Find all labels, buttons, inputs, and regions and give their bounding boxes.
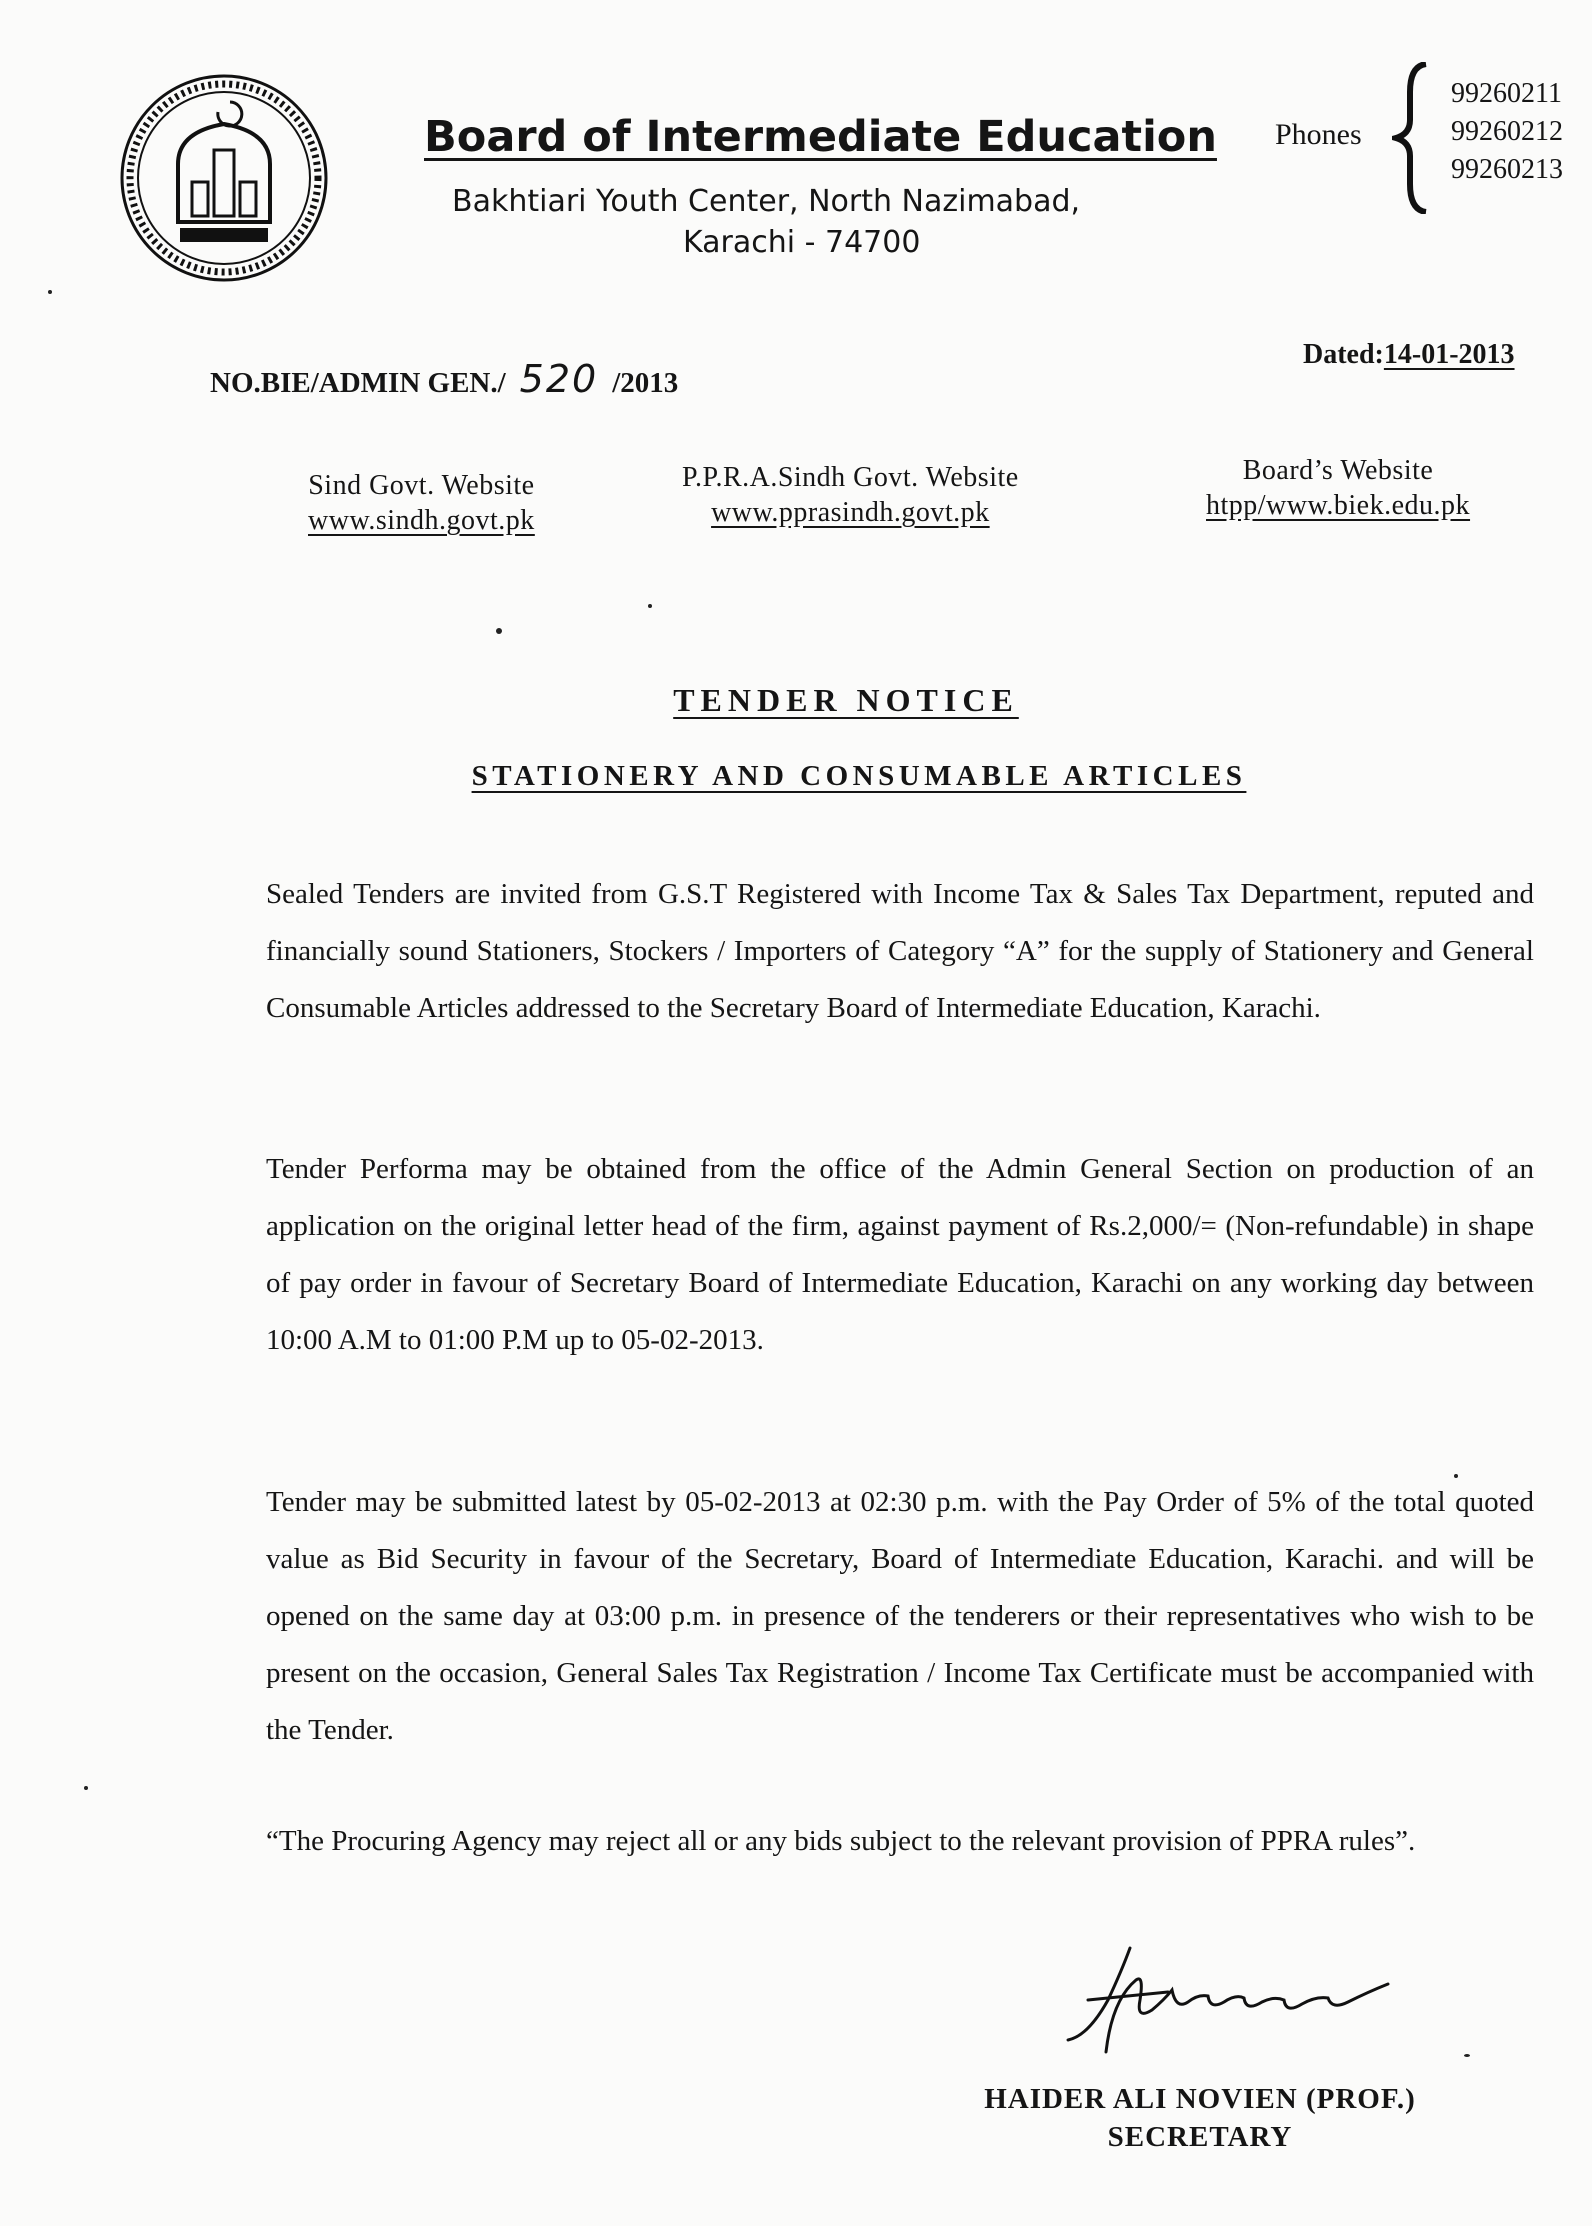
signature-icon <box>1048 1940 1408 2060</box>
phones-label: Phones <box>1275 118 1362 151</box>
phone-number-3: 99260213 <box>1451 154 1563 185</box>
scan-speck <box>496 628 502 634</box>
website-label: Board’s Website <box>1242 455 1434 486</box>
website-link[interactable]: www.pprasindh.govt.pk <box>711 497 990 528</box>
paragraph-procuring-agency: “The Procuring Agency may reject all or any bids subject to the relevant provision of PPRA rules”. <box>266 1825 1416 1857</box>
board-seal-icon <box>118 72 330 284</box>
dated-label: Dated: <box>1303 339 1384 370</box>
website-label: P.P.R.A.Sindh Govt. Website <box>682 462 1019 493</box>
phone-number-2: 99260212 <box>1451 116 1563 147</box>
scan-speck <box>648 604 652 608</box>
phone-number-1: 99260211 <box>1451 78 1562 109</box>
dated <box>1303 339 1515 371</box>
signatory-designation: SECRETARY <box>1107 2121 1293 2153</box>
scan-speck <box>84 1786 88 1790</box>
reference-number <box>210 357 678 401</box>
board-title: Board of Intermediate Education <box>424 112 1217 162</box>
reference-prefix: NO.BIE/ADMIN GEN./ <box>210 367 506 399</box>
website-ppra <box>682 462 1019 529</box>
website-link[interactable]: htpp/www.biek.edu.pk <box>1206 490 1471 521</box>
signatory <box>940 2080 1460 2156</box>
scan-speck <box>48 290 52 294</box>
website-board <box>1206 455 1470 522</box>
notice-subtitle: STATIONERY AND CONSUMABLE ARTICLES <box>471 760 1247 792</box>
website-link[interactable]: www.sindh.govt.pk <box>308 505 535 536</box>
scan-speck <box>1464 2054 1470 2057</box>
reference-suffix: /2013 <box>612 367 679 399</box>
dated-value: 14-01-2013 <box>1383 339 1515 370</box>
address-line-2: Karachi - 74700 <box>683 225 921 260</box>
scan-speck <box>1454 1474 1458 1478</box>
signatory-name: HAIDER ALI NOVIEN (PROF.) <box>984 2083 1416 2115</box>
paragraph-submission: Tender may be submitted latest by 05-02-2013 at 02:30 p.m. with the Pay Order of 5% of the total quoted value as Bid Security in favour of the Secretary, Board of Intermediate Education, Karachi. and will be opened on the same day at 03:00 p.m. in presence of the tenderers or their representatives who wish to be present on the occasion, General Sales Tax Registration / Income Tax Certificate must be accompanied with the Tender. <box>266 1486 1534 1746</box>
paragraph-performa: Tender Performa may be obtained from the office of the Admin General Section on production of an application on the original letter head of the firm, against payment of Rs.2,000/= (Non-refundable) in shape of pay order in favour of Secretary Board of Intermediate Education, Karachi on any working day between 10:00 A.M to 01:00 P.M up to 05-02-2013. <box>266 1153 1534 1356</box>
website-label: Sind Govt. Website <box>308 470 535 501</box>
paragraph-invitation: Sealed Tenders are invited from G.S.T Registered with Income Tax & Sales Tax Department, reputed and financially sound Stationers, Stockers / Importers of Category “A” for the supply of Stationery and General Consumable Articles addressed to the Secretary Board of Intermediate Education, Karachi. <box>266 878 1534 1024</box>
notice-title: TENDER NOTICE <box>673 682 1019 718</box>
brace-icon <box>1392 62 1430 214</box>
website-sindh <box>308 470 535 537</box>
address-line-1: Bakhtiari Youth Center, North Nazimabad, <box>452 184 1081 219</box>
reference-handwritten-number: 520 <box>519 357 599 401</box>
